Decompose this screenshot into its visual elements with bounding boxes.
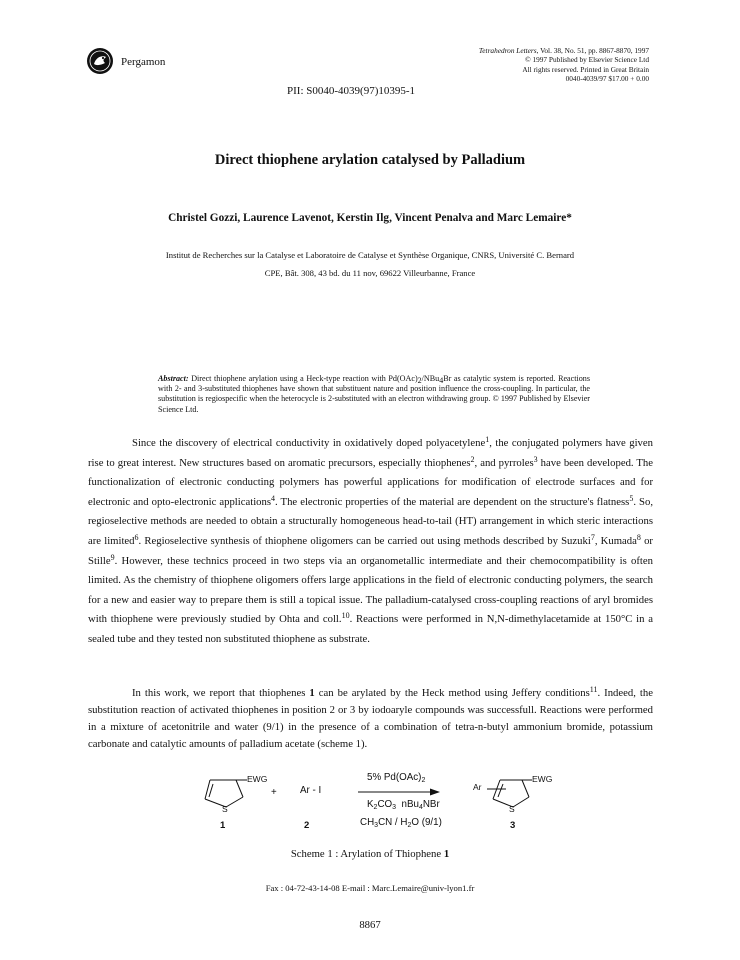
- journal-info: [479, 46, 649, 84]
- body-text: have been developed. The functionalization of electronic conducting polymers has powerful applications for modification of electrode surfaces and for electronic and opto-electronic applications: [88, 456, 653, 508]
- reference-mark: 3: [533, 454, 538, 464]
- sulfur-atom-label: S: [222, 804, 228, 814]
- affiliation-line-1: Institut de Recherches sur la Catalyse et Laboratoire de Catalyse et Synthèse Organique, CNRS, Université C. Bernard: [165, 250, 575, 260]
- reference-mark: 1: [485, 435, 490, 444]
- body-text: In this work, we report that thiophenes: [132, 687, 310, 699]
- copyright-line: © 1997 Published by Elsevier Science Ltd: [525, 55, 649, 65]
- sulfur-atom-label: S: [509, 804, 515, 814]
- article-title: Direct thiophene arylation catalysed by Palladium: [214, 152, 526, 168]
- pergamon-logo-icon: [86, 47, 114, 75]
- abstract-label: Abstract:: [158, 374, 189, 383]
- reference-mark: 10: [341, 611, 350, 621]
- catalyst-label: 5% $Pd(OAc)_2$: [367, 772, 426, 784]
- body-paragraph-1: [88, 434, 653, 650]
- ewg-group-label: EWG: [247, 774, 268, 784]
- abstract: [158, 374, 590, 415]
- body-text: Since the discovery of electrical conductivity in oxidatively doped polyacetylene: [132, 437, 486, 449]
- rights-line: All rights reserved. Printed in Great Britain: [522, 64, 649, 74]
- body-text: or Stille: [88, 534, 653, 567]
- aryl-group-label: Ar: [473, 782, 482, 792]
- contact-info: Fax : 04-72-43-14-08 E-mail : Marc.Lemaire@univ-lyon1.fr: [265, 883, 475, 893]
- abstract-text: Br as catalytic system is reported. Reactions with 2- and 3-substituted thiophenes have shown that substituent nature and position influence the cross-coupling. In particular, the substitution is regiospecific when the heterocycle is 2-substituted with an electron withdrawing group. © 1997 Published by Elsevier Science Ltd.: [158, 374, 590, 414]
- page-number: 8867: [359, 919, 381, 931]
- journal-volume-pages: , Vol. 38, No. 51, pp. 8867-8870, 1997: [536, 46, 649, 55]
- reference-mark: 2: [470, 454, 475, 464]
- body-text: . Regioselective synthesis of thiophene oligomers can be carried out using methods described by Suzuki: [138, 534, 591, 547]
- body-text: . However, these technics proceed in two steps via an organometallic intermediate and their chemocompatibility is often limited. As the chemistry of thiophene oligomers offers large applications in the field of electronic conducting polymers, the search for a new and easier way to prepare them is still a topical issue. The palladium-catalysed cross-coupling reactions of aryl bromides with thiophene were previously studied by Ohta and coll.: [88, 554, 653, 626]
- pii-code: PII: S0040-4039(97)10395-1: [287, 85, 416, 97]
- scheme-caption: Scheme 1 : Arylation of Thiophene 1: [290, 848, 450, 860]
- journal-citation: [479, 46, 649, 55]
- publisher-name: Pergamon: [121, 56, 166, 68]
- reference-mark: 8: [636, 532, 641, 542]
- abstract-text: Direct thiophene arylation using a Heck-type reaction with Pd(OAc): [188, 374, 418, 383]
- reference-mark: 6: [134, 532, 139, 542]
- author-list: Christel Gozzi, Laurence Lavenot, Kerstin Ilg, Vincent Penalva and Marc Lemaire*: [168, 212, 572, 224]
- thiophene-ring-icon: [205, 780, 247, 807]
- reference-mark: 11: [589, 685, 598, 694]
- body-text: . Reactions were performed in N,N-dimethylacetamide at 150°C in a sealed tube and they tested non substituted thiophene as substrate.: [88, 613, 653, 645]
- body-text: , Kumada: [594, 534, 637, 547]
- aryl-iodide-label: Ar - I: [300, 785, 322, 796]
- abstract-subscript: 4: [439, 376, 444, 385]
- price-line: 0040-4039/97 $17.00 + 0.00: [565, 74, 649, 84]
- body-text: , and pyrroles: [474, 456, 534, 469]
- body-text: . So, regioselective methods are needed to obtain a structurally homogeneous head-to-tail (HT) arrangement in which steric interactions are limited: [88, 495, 653, 547]
- reference-mark: 4: [271, 493, 276, 503]
- body-text: . Indeed, the substitution reaction of activated thiophenes in position 2 or 3 by iodoaryle compounds was successfull. Reactions were performed in a mixture of acetonitrile and water (9/1) in the presence of a combination of tetra-n-butyl ammonium bromide, potassium carbonate and catalytic amounts of palladium acetate (scheme 1).: [88, 687, 653, 750]
- affiliation-line-2: CPE, Bât. 308, 43 bd. du 11 nov, 69622 Villeurbanne, France: [264, 268, 476, 278]
- solvent-label: $CH_3CN / H_2O$ (9/1): [360, 817, 442, 829]
- reaction-arrow: [358, 789, 440, 796]
- journal-name: Tetrahedron Letters: [478, 46, 537, 55]
- reference-mark: 9: [110, 552, 115, 562]
- reference-mark: 5: [629, 493, 634, 503]
- body-text: , the conjugated polymers have given rise to great interest. New structures based on aromatic precursors, especially thiophenes: [88, 437, 653, 469]
- abstract-text: /NBu: [421, 374, 440, 383]
- compound-label-3: 3: [510, 820, 516, 831]
- compound-label-2: 2: [304, 820, 310, 831]
- ewg-group-label: EWG: [532, 774, 553, 784]
- body-text: can be arylated by the Heck method using Jeffery conditions: [314, 687, 590, 699]
- compound-label-1: 1: [220, 820, 226, 831]
- reference-mark: 7: [590, 532, 595, 542]
- compound-number: 1: [309, 687, 315, 699]
- abstract-subscript: 2: [417, 376, 422, 385]
- body-text: . The electronic properties of the material are dependent on the structure's flatness: [275, 495, 630, 508]
- body-paragraph-2: [88, 685, 653, 753]
- base-label: $K_2CO_3$ nBu$_4$NBr: [367, 799, 440, 811]
- arylated-thiophene-ring-icon: [487, 780, 532, 807]
- plus-sign: +: [271, 787, 277, 798]
